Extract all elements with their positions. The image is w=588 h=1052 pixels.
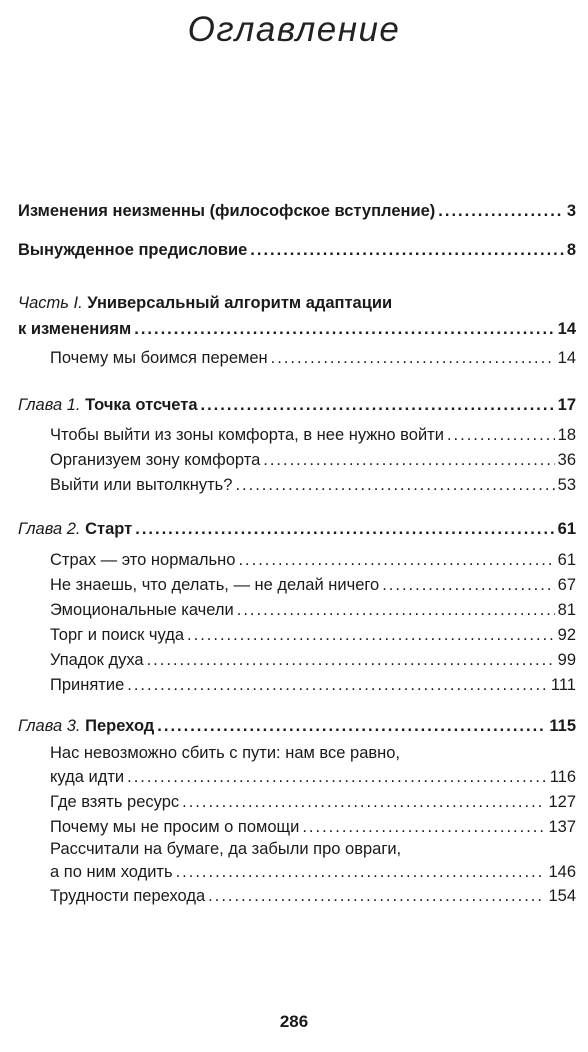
chapter-prefix: Глава 2. [18, 520, 81, 538]
toc-entry-ch3-s5 [50, 883, 576, 909]
leader-dots [382, 572, 554, 598]
toc-entry-page: 92 [557, 626, 576, 644]
toc-entry-ch2-s1 [50, 547, 576, 573]
toc-entry-ch3-s1-line1: Нас невозможно сбить с пути: нам все равно, [50, 744, 401, 762]
leader-dots [182, 789, 545, 815]
toc-entry-ch1-s2 [50, 447, 576, 473]
toc-entry-intro [18, 198, 576, 224]
leader-dots [187, 622, 555, 648]
toc-entry-page: 14 [557, 320, 576, 338]
toc-entry-label: Чтобы выйти из зоны комфорта, в нее нужно войти [50, 426, 444, 444]
toc-entry-page: 127 [548, 793, 576, 811]
toc-entry-page: 14 [557, 349, 576, 367]
toc-part-heading [18, 290, 392, 316]
toc-entry-ch2-s6 [50, 672, 576, 698]
leader-dots [271, 345, 555, 371]
leader-dots [134, 316, 554, 342]
toc-entry-label: Упадок духа [50, 651, 144, 669]
chapter-prefix: Глава 1. [18, 396, 81, 414]
part-title-line2: к изменениям [18, 320, 132, 338]
toc-entry-ch2-s5 [50, 647, 576, 673]
leader-dots [157, 713, 546, 739]
toc-entry-page: 115 [549, 717, 576, 735]
toc-entry-page: 8 [566, 241, 576, 259]
leader-dots [135, 516, 554, 542]
leader-dots [176, 859, 546, 885]
toc-entry-label: Эмоциональные качели [50, 601, 234, 619]
toc-entry-page: 146 [548, 863, 576, 881]
toc-entry-ch3-s2 [50, 789, 576, 815]
toc-entry-label: Торг и поиск чуда [50, 626, 185, 644]
toc-entry-page: 61 [557, 551, 576, 569]
leader-dots [250, 237, 564, 263]
toc-entry-part1 [18, 316, 576, 342]
leader-dots [127, 672, 548, 698]
toc-entry-ch3-s4 [50, 859, 576, 885]
toc-entry-ch1 [18, 392, 576, 418]
toc-entry-ch1-s3 [50, 472, 576, 498]
toc-entry-label: Почему мы боимся перемен [50, 349, 268, 367]
toc-entry-label [18, 392, 198, 418]
leader-dots [238, 547, 554, 573]
toc-entry-ch3-s4-line1: Рассчитали на бумаге, да забыли про овраги, [50, 840, 402, 858]
toc-entry-label [18, 516, 132, 542]
leader-dots [127, 764, 547, 790]
toc-entry-preface [18, 237, 576, 263]
toc-entry-label: а по ним ходить [50, 863, 173, 881]
toc-entry-ch2 [18, 516, 576, 542]
leader-dots [147, 647, 555, 673]
part-title-line1: Универсальный алгоритм адаптации [87, 294, 393, 312]
toc-entry-page: 17 [557, 396, 576, 414]
toc-entry-page: 99 [557, 651, 576, 669]
chapter-prefix: Глава 3. [18, 717, 81, 735]
leader-dots [447, 422, 555, 448]
toc-entry-page: 154 [548, 887, 576, 905]
toc-entry-label: Страх — это нормально [50, 551, 236, 569]
toc-entry-label: Трудности перехода [50, 887, 206, 905]
chapter-title: Точка отсчета [85, 396, 198, 414]
leader-dots [263, 447, 554, 473]
leader-dots [237, 597, 555, 623]
toc-entry-part1-s1 [50, 345, 576, 371]
toc-entry-label: Не знаешь, что делать, — не делай ничего [50, 576, 380, 594]
toc-entry-label: Выйти или вытолкнуть? [50, 476, 233, 494]
toc-entry-label: куда идти [50, 768, 125, 786]
toc-entry-label: Вынужденное предисловие [18, 241, 248, 259]
toc-entry-label: Изменения неизменны (философское вступление) [18, 202, 436, 220]
page-number: 286 [279, 1012, 309, 1031]
toc-entry-page: 67 [557, 576, 576, 594]
toc-entry-ch3-s1 [50, 764, 576, 790]
chapter-title: Старт [85, 520, 133, 538]
toc-entry-ch2-s3 [50, 597, 576, 623]
part-prefix: Часть I. [18, 294, 83, 312]
toc-entry-label: Организуем зону комфорта [50, 451, 261, 469]
toc-entry-ch2-s4 [50, 622, 576, 648]
toc-entry-label: Где взять ресурс [50, 793, 180, 811]
toc-entry-page: 18 [557, 426, 576, 444]
toc-entry-page: 116 [549, 768, 576, 786]
toc-entry-label: Почему мы не просим о помощи [50, 818, 300, 836]
toc-entry-page: 137 [548, 818, 576, 836]
page-title: Оглавление [187, 10, 401, 49]
toc-entry-page: 81 [557, 601, 576, 619]
leader-dots [235, 472, 554, 498]
toc-entry-ch1-s1 [50, 422, 576, 448]
toc-entry-page: 3 [566, 202, 576, 220]
chapter-title: Переход [85, 717, 155, 735]
toc-entry-label: Принятие [50, 676, 125, 694]
toc-entry-ch3 [18, 713, 576, 739]
leader-dots [438, 198, 564, 224]
leader-dots [201, 392, 555, 418]
leader-dots [208, 883, 545, 909]
toc-entry-page: 61 [557, 520, 576, 538]
toc-entry-page: 111 [550, 676, 576, 694]
toc-entry-label [18, 713, 154, 739]
toc-entry-page: 53 [557, 476, 576, 494]
toc-entry-ch2-s2 [50, 572, 576, 598]
toc-entry-page: 36 [557, 451, 576, 469]
